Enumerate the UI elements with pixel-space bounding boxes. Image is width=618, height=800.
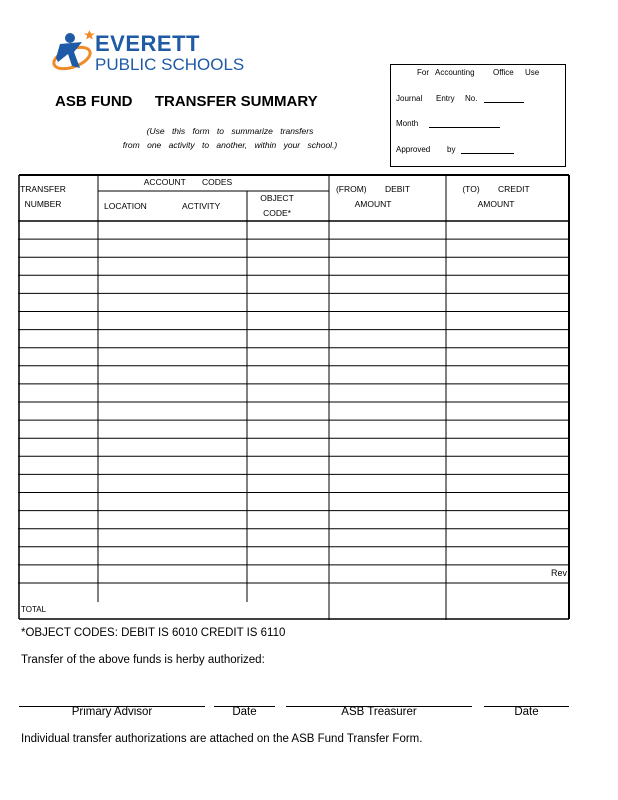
date2-label: Date	[514, 706, 539, 718]
authorization-statement: Transfer of the above funds is herby authorized:	[21, 654, 265, 666]
transfer-table	[18, 174, 570, 620]
month-label: Month	[396, 119, 419, 128]
office-use-box	[390, 64, 566, 167]
no-label: No.	[465, 94, 478, 103]
subtitle-line1: (Use this form to summarize transfers	[146, 126, 314, 136]
total-label: TOTAL	[21, 605, 47, 614]
subtitle-line2: from one activity to another, within your school.)	[122, 140, 338, 150]
header-activity: ACTIVITY	[182, 201, 221, 211]
primary-advisor-label: Primary Advisor	[71, 706, 153, 718]
header-object-code: OBJECT CODE*	[260, 193, 294, 218]
header-credit-amount: (TO) CREDIT AMOUNT	[462, 184, 530, 209]
title-part1: ASB FUND	[55, 93, 133, 110]
office-office: Office	[493, 68, 514, 77]
month-field[interactable]	[429, 120, 500, 128]
header-transfer-number: TRANSFER NUMBER	[20, 184, 66, 209]
approved-label: Approved	[396, 145, 431, 154]
header-location: LOCATION	[104, 201, 147, 211]
logo-text-everett: EVERETT	[95, 31, 200, 56]
entry-label: Entry	[436, 94, 455, 103]
date1-label: Date	[232, 706, 257, 718]
attachments-note: Individual transfer authorizations are attached on the ASB Fund Transfer Form.	[21, 733, 423, 745]
header-debit-amount: (FROM) DEBIT AMOUNT	[335, 184, 411, 209]
by-label: by	[447, 145, 456, 154]
office-for: For	[417, 68, 429, 77]
journal-label: Journal	[396, 94, 423, 103]
school-logo-icon	[52, 28, 100, 76]
asb-treasurer-label: ASB Treasurer	[341, 706, 417, 718]
header-account-codes: ACCOUNT CODES	[143, 177, 233, 187]
logo-text-public-schools: PUBLIC SCHOOLS	[95, 55, 245, 74]
title-part2: TRANSFER SUMMARY	[154, 93, 318, 110]
office-use: Use	[525, 68, 540, 77]
page-title	[55, 93, 318, 110]
journal-entry-field[interactable]	[484, 95, 524, 103]
revision-label: Rev	[551, 568, 568, 578]
page-subtitle	[100, 124, 360, 152]
office-accounting: Accounting	[435, 68, 475, 77]
approved-by-field[interactable]	[461, 146, 514, 154]
object-codes-note: *OBJECT CODES: DEBIT IS 6010 CREDIT IS 6110	[21, 627, 286, 639]
